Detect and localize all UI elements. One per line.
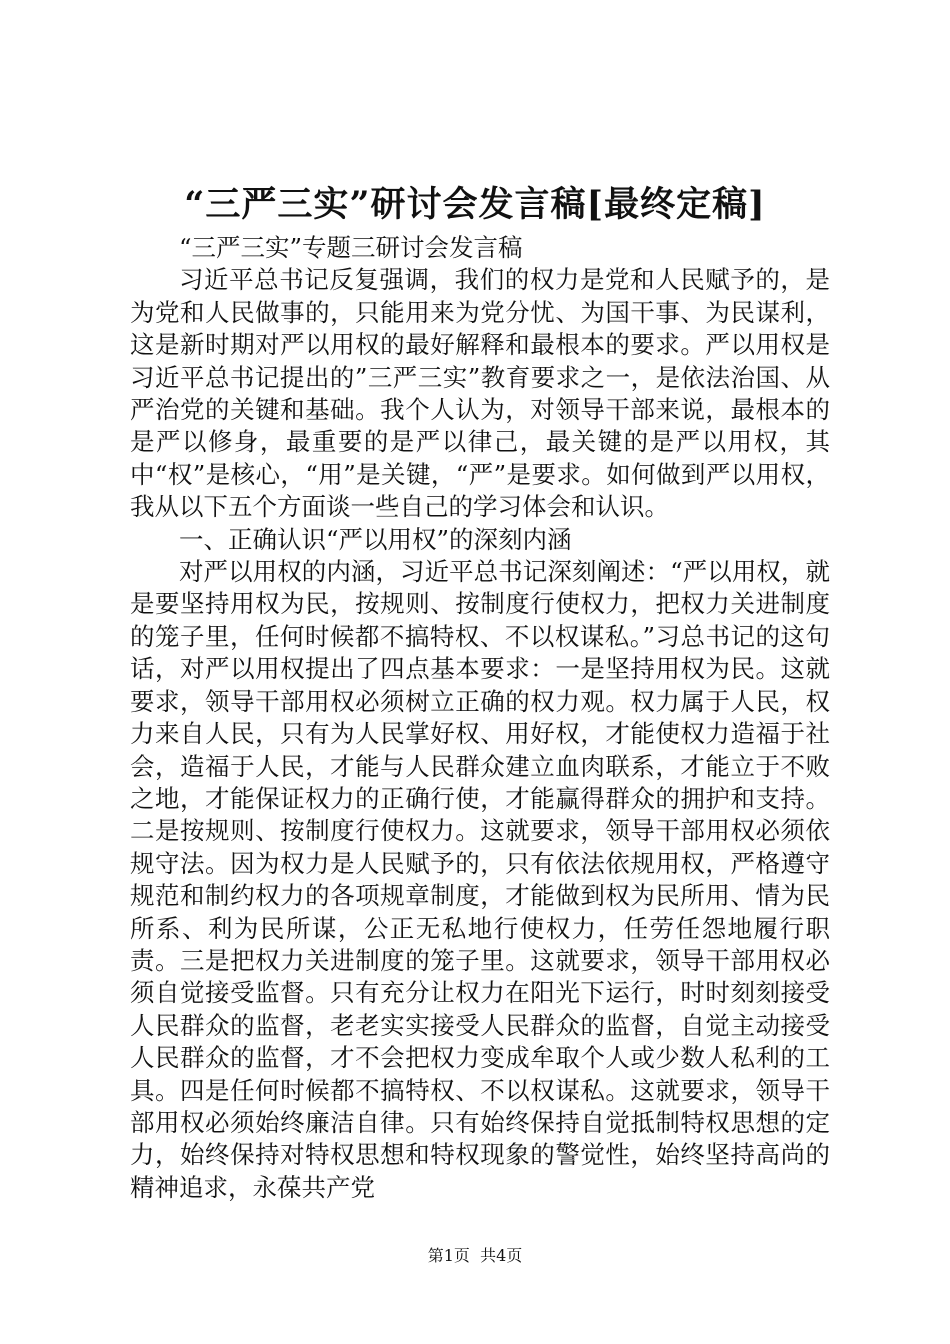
page-total: 共4页	[480, 1246, 523, 1265]
section-heading: 一、正确认识“严以用权”的深刻内涵	[179, 524, 572, 554]
page-number: 第1页	[427, 1246, 470, 1265]
intro-paragraph: 习近平总书记反复强调，我们的权力是党和人民赋予的，是为党和人民做事的，只能用来为党分忧、为国干事、为民谋利，这是新时期对严以用权的最好解释和最根本的要求。严以用权是习近平总书记提出的”三严三实”教育要求之一，是依法治国、从严治党的关键和基础。我个人认为，对领导干部来说，最根本的是严以修身，最重要的是严以律己，最关键的是严以用权，其中“权”是核心，“用”是关键，“严”是要求。如何做到严以用权，我从以下五个方面谈一些自己的学习体会和认识。	[130, 265, 830, 522]
subtitle-paragraph: “三严三实”专题三研讨会发言稿	[179, 233, 523, 262]
footer-spacer	[470, 1246, 480, 1265]
section-paragraph: 对严以用权的内涵，习近平总书记深刻阐述：“严以用权，就是要坚持用权为民，按规则、按制度行使权力，把权力关进制度的笼子里，任何时候都不搞特权、不以权谋私。”习总书记的这句话，对严以用权提出了四点基本要求：一是坚持用权为民。这就要求，领导干部用权必须树立正确的权力观。权力属于人民，权力来自人民，只有为人民掌好权、用好权，才能使权力造福于社会，造福于人民，才能与人民群众建立血肉联系，才能立于不败之地，才能保证权力的正确行使，才能赢得群众的拥护和支持。二是按规则、按制度行使权力。这就要求，领导干部用权必须依规守法。因为权力是人民赋予的，只有依法依规用权，严格遵守规范和制约权力的各项规章制度，才能做到权为民所用、情为民所系、利为民所谋，公正无私地行使权力，任劳任怨地履行职责。三是把权力关进制度的笼子里。这就要求，领导干部用权必须自觉接受监督。只有充分让权力在阳光下运行，时时刻刻接受人民群众的监督，老老实实接受人民群众的监督，自觉主动接受人民群众的监督，才不会把权力变成牟取个人或少数人私利的工具。四是任何时候都不搞特权、不以权谋私。这就要求，领导干部用权必须始终廉洁自律。只有始终保持自觉抵制特权思想的定力，始终保持对特权思想和特权现象的警觉性，始终坚持高尚的精神追求，永葆共产党	[130, 557, 830, 1202]
document-body	[130, 232, 830, 1204]
page-footer	[0, 1244, 950, 1268]
document-title: “三严三实”研讨会发言稿[最终定稿]	[184, 184, 766, 225]
